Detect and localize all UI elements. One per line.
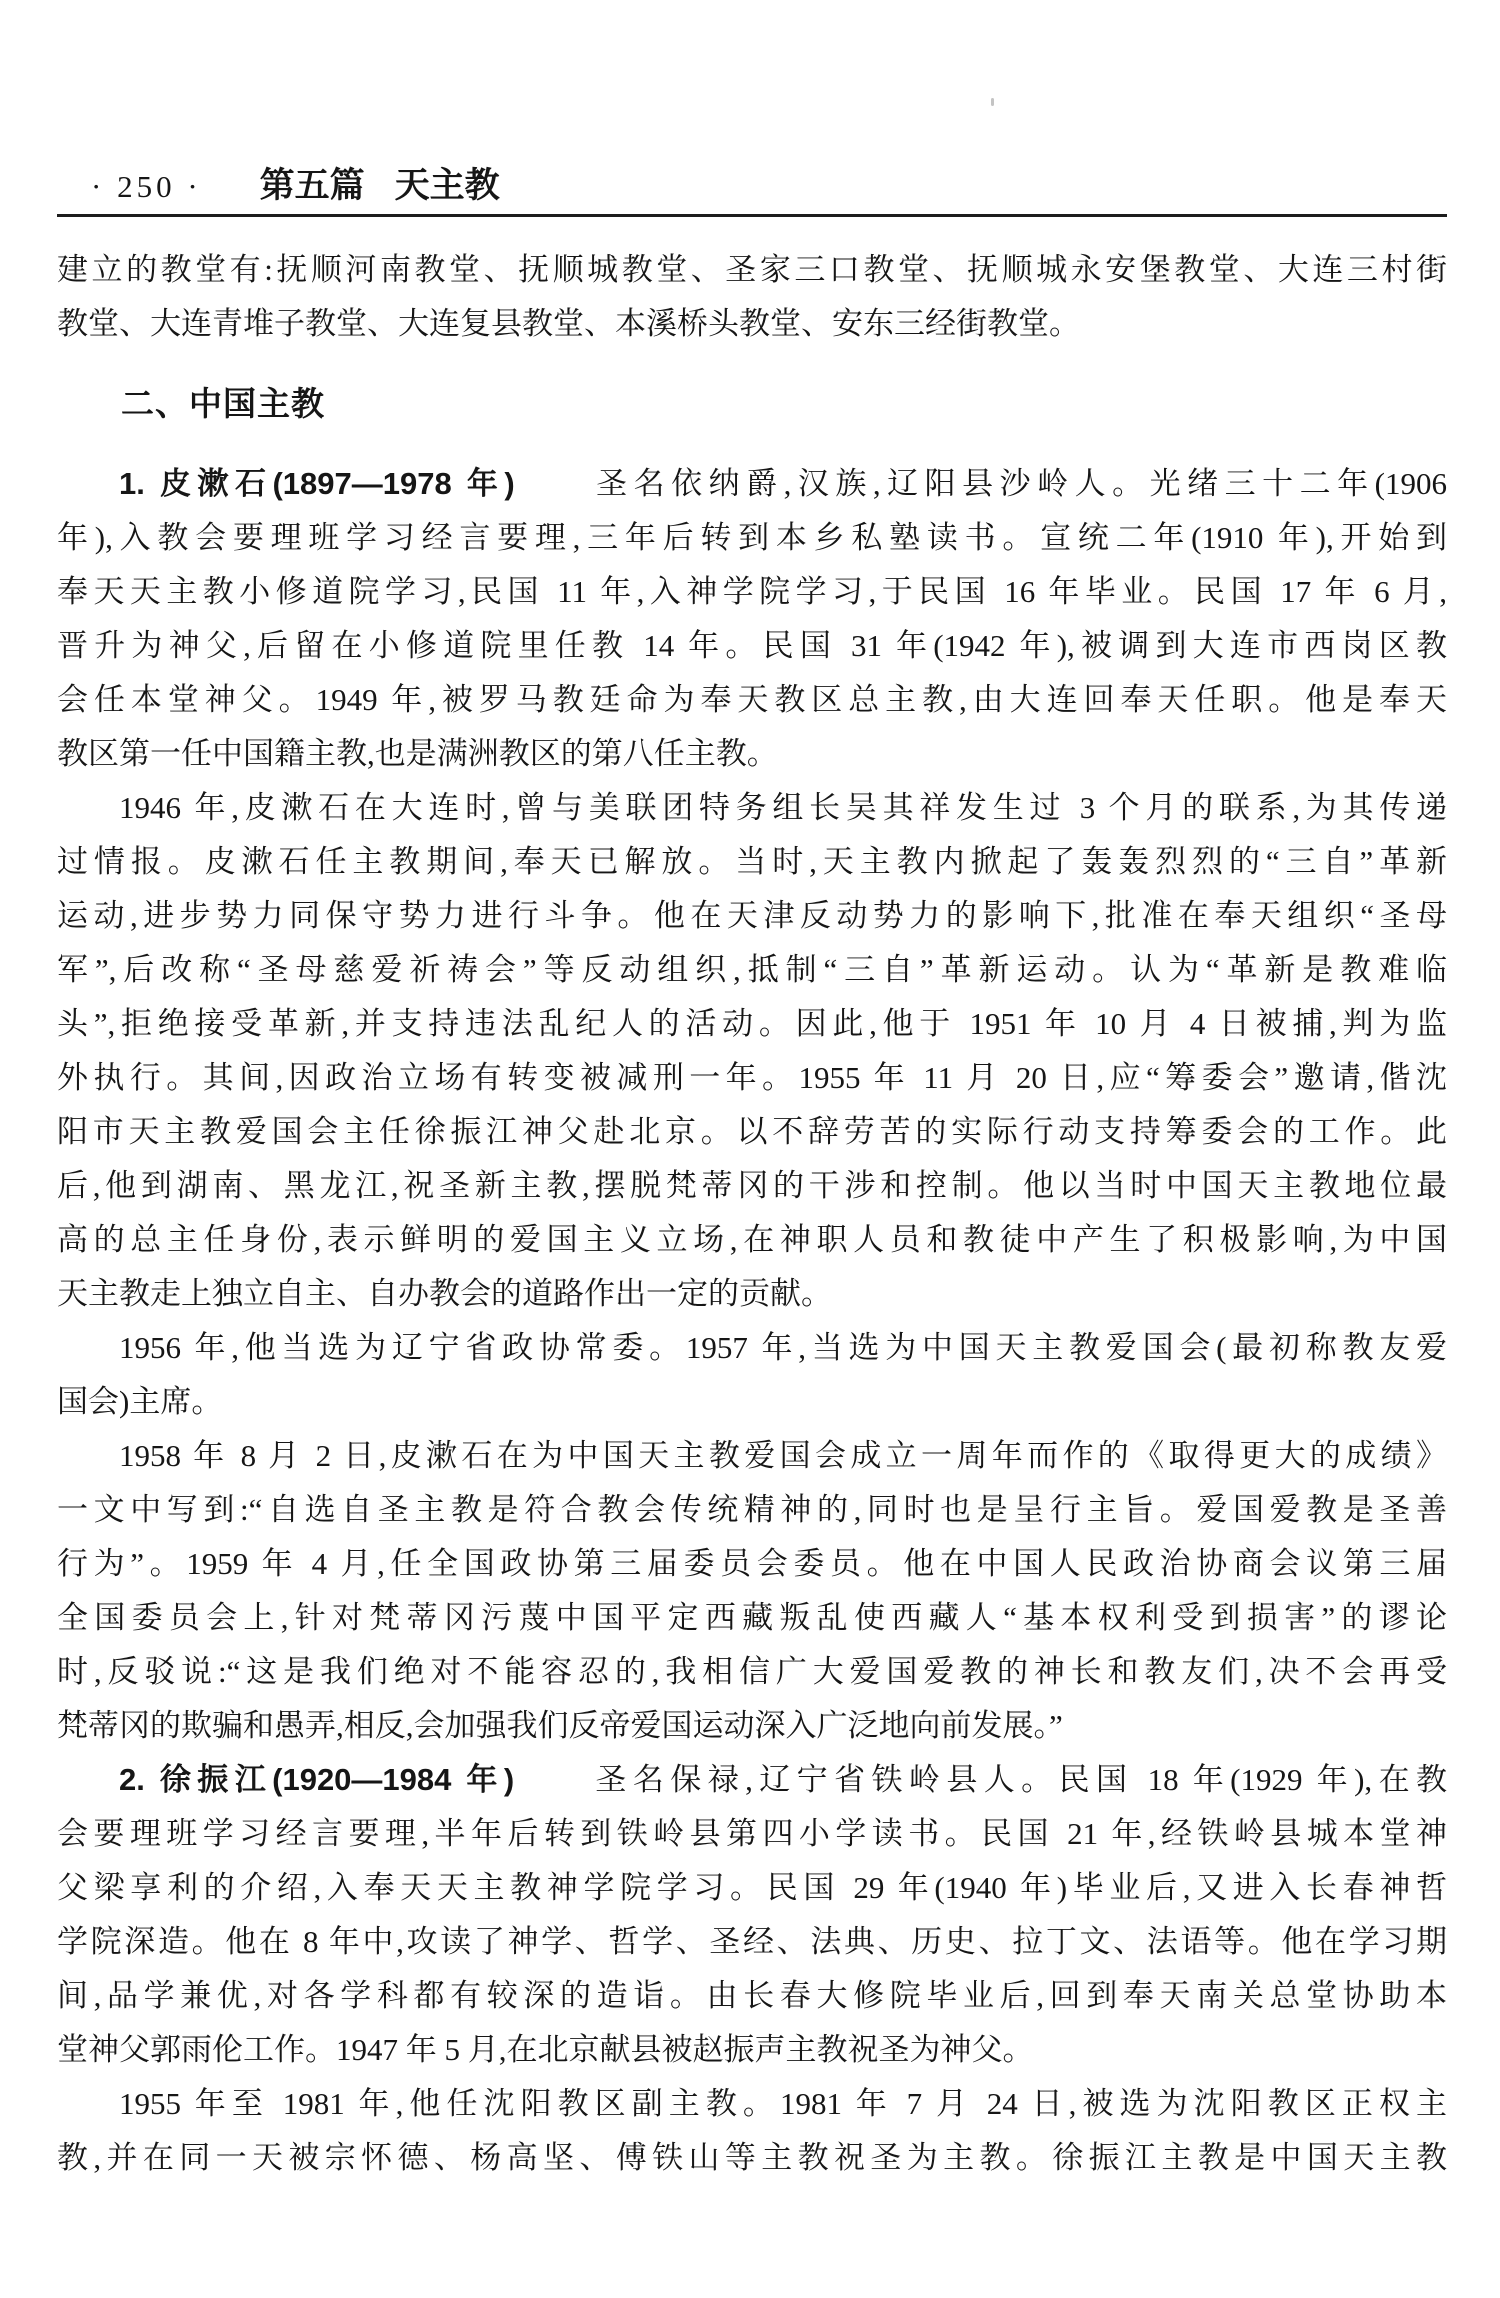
text-line: 1. 皮漱石(1897—1978 年) 圣名依纳爵,汉族,辽阳县沙岭人。光绪三十二年(1906 bbox=[119, 466, 1447, 501]
paragraph bbox=[57, 1321, 1447, 1429]
paragraph bbox=[57, 1753, 1447, 2077]
text-line: 运动,进步势力同保守势力进行斗争。他在天津反动势力的影响下,批准在奉天组织“圣母 bbox=[57, 898, 1447, 933]
scan-artifact bbox=[991, 98, 994, 106]
text-line: 1956 年,他当选为辽宁省政协常委。1957 年,当选为中国天主教爱国会(最初称教友爱 bbox=[119, 1330, 1447, 1365]
page-header bbox=[57, 158, 1447, 204]
page-number: · 250 · bbox=[91, 169, 202, 204]
text-line: 教区第一任中国籍主教,也是满洲教区的第八任主教。 bbox=[57, 736, 778, 771]
chapter-label: 第五篇 bbox=[259, 166, 365, 205]
text-line: 时,反驳说:“这是我们绝对不能容忍的,我相信广大爱国爱教的神长和教友们,决不会再受 bbox=[57, 1654, 1447, 1689]
paragraph bbox=[57, 243, 1447, 351]
document-body bbox=[57, 243, 1447, 2185]
text-line: 教堂、大连青堆子教堂、大连复县教堂、本溪桥头教堂、安东三经街教堂。 bbox=[57, 306, 1080, 341]
text-line: 父梁享利的介绍,入奉天天主教神学院学习。民国 29 年(1940 年)毕业后,又进入长春神哲 bbox=[57, 1870, 1447, 1905]
header-rule bbox=[57, 214, 1447, 217]
text-line: 外执行。其间,因政治立场有转变被减刑一年。1955 年 11 月 20 日,应“筹委会”邀请,偕沈 bbox=[57, 1060, 1447, 1095]
section-heading: 二、中国主教 bbox=[121, 385, 325, 422]
text-line: 国会)主席。 bbox=[57, 1384, 223, 1419]
text-line: 阳市天主教爱国会主任徐振江神父赴北京。以不辞劳苦的实际行动支持筹委会的工作。此 bbox=[57, 1114, 1447, 1149]
chapter-heading bbox=[260, 158, 500, 208]
text-line: 1955 年至 1981 年,他任沈阳教区副主教。1981 年 7 月 24 日,被选为沈阳教区正权主 bbox=[119, 2086, 1447, 2121]
text-line: 全国委员会上,针对梵蒂冈污蔑中国平定西藏叛乱使西藏人“基本权利受到损害”的谬论 bbox=[57, 1600, 1447, 1635]
text-line: 2. 徐振江(1920—1984 年) 圣名保禄,辽宁省铁岭县人。民国 18 年(1929 年),在教 bbox=[119, 1762, 1447, 1797]
text-line: 过情报。皮漱石任主教期间,奉天已解放。当时,天主教内掀起了轰轰烈烈的“三自”革新 bbox=[57, 844, 1447, 879]
text-line: 学院深造。他在 8 年中,攻读了神学、哲学、圣经、法典、历史、拉丁文、法语等。他在学习期 bbox=[57, 1924, 1447, 1959]
paragraph bbox=[57, 781, 1447, 1321]
entry-name-bold: 2. 徐振江(1920—1984 年) bbox=[119, 1762, 515, 1797]
text-line: 建立的教堂有:抚顺河南教堂、抚顺城教堂、圣家三口教堂、抚顺城永安堡教堂、大连三村街 bbox=[57, 252, 1447, 287]
text-line: 梵蒂冈的欺骗和愚弄,相反,会加强我们反帝爱国运动深入广泛地向前发展。” bbox=[57, 1708, 1063, 1743]
paragraph bbox=[57, 1429, 1447, 1753]
text-line: 行为”。1959 年 4 月,任全国政协第三届委员会委员。他在中国人民政治协商会议第三届 bbox=[57, 1546, 1447, 1581]
paragraph bbox=[57, 457, 1447, 781]
text-line: 1958 年 8 月 2 日,皮漱石在为中国天主教爱国会成立一周年而作的《取得更大的成绩》 bbox=[119, 1438, 1447, 1473]
text-line: 会要理班学习经言要理,半年后转到铁岭县第四小学读书。民国 21 年,经铁岭县城本堂神 bbox=[57, 1816, 1447, 1851]
text-line: 晋升为神父,后留在小修道院里任教 14 年。民国 31 年(1942 年),被调到大连市西岗区教 bbox=[57, 628, 1447, 663]
text-line: 会任本堂神父。1949 年,被罗马教廷命为奉天教区总主教,由大连回奉天任职。他是奉天 bbox=[57, 682, 1447, 717]
chapter-title: 天主教 bbox=[394, 166, 500, 205]
text-line: 堂神父郭雨伦工作。1947 年 5 月,在北京献县被赵振声主教祝圣为神父。 bbox=[57, 2032, 1034, 2067]
text-line: 奉天天主教小修道院学习,民国 11 年,入神学院学习,于民国 16 年毕业。民国 17 年 6 月, bbox=[57, 574, 1447, 609]
text-line: 一文中写到:“自选自圣主教是符合教会传统精神的,同时也是呈行主旨。爱国爱教是圣善 bbox=[57, 1492, 1447, 1527]
text-line: 1946 年,皮漱石在大连时,曾与美联团特务组长吴其祥发生过 3 个月的联系,为其传递 bbox=[119, 790, 1447, 825]
text-line: 教,并在同一天被宗怀德、杨高坚、傅铁山等主教祝圣为主教。徐振江主教是中国天主教 bbox=[57, 2140, 1447, 2175]
text-line: 高的总主任身份,表示鲜明的爱国主义立场,在神职人员和教徒中产生了积极影响,为中国 bbox=[57, 1222, 1447, 1257]
text-line: 间,品学兼优,对各学科都有较深的造诣。由长春大修院毕业后,回到奉天南关总堂协助本 bbox=[57, 1978, 1447, 2013]
entry-name-bold: 1. 皮漱石(1897—1978 年) bbox=[119, 466, 515, 501]
text-line: 头”,拒绝接受革新,并支持违法乱纪人的活动。因此,他于 1951 年 10 月 4 日被捕,判为监 bbox=[57, 1006, 1447, 1041]
text-line: 天主教走上独立自主、自办教会的道路作出一定的贡献。 bbox=[57, 1276, 832, 1311]
paragraph bbox=[57, 2077, 1447, 2185]
text-line: 年),入教会要理班学习经言要理,三年后转到本乡私塾读书。宣统二年(1910 年),开始到 bbox=[57, 520, 1447, 555]
text-line: 后,他到湖南、黑龙江,祝圣新主教,摆脱梵蒂冈的干涉和控制。他以当时中国天主教地位最 bbox=[57, 1168, 1447, 1203]
text-line: 军”,后改称“圣母慈爱祈祷会”等反动组织,抵制“三自”革新运动。认为“革新是教难临 bbox=[57, 952, 1447, 987]
